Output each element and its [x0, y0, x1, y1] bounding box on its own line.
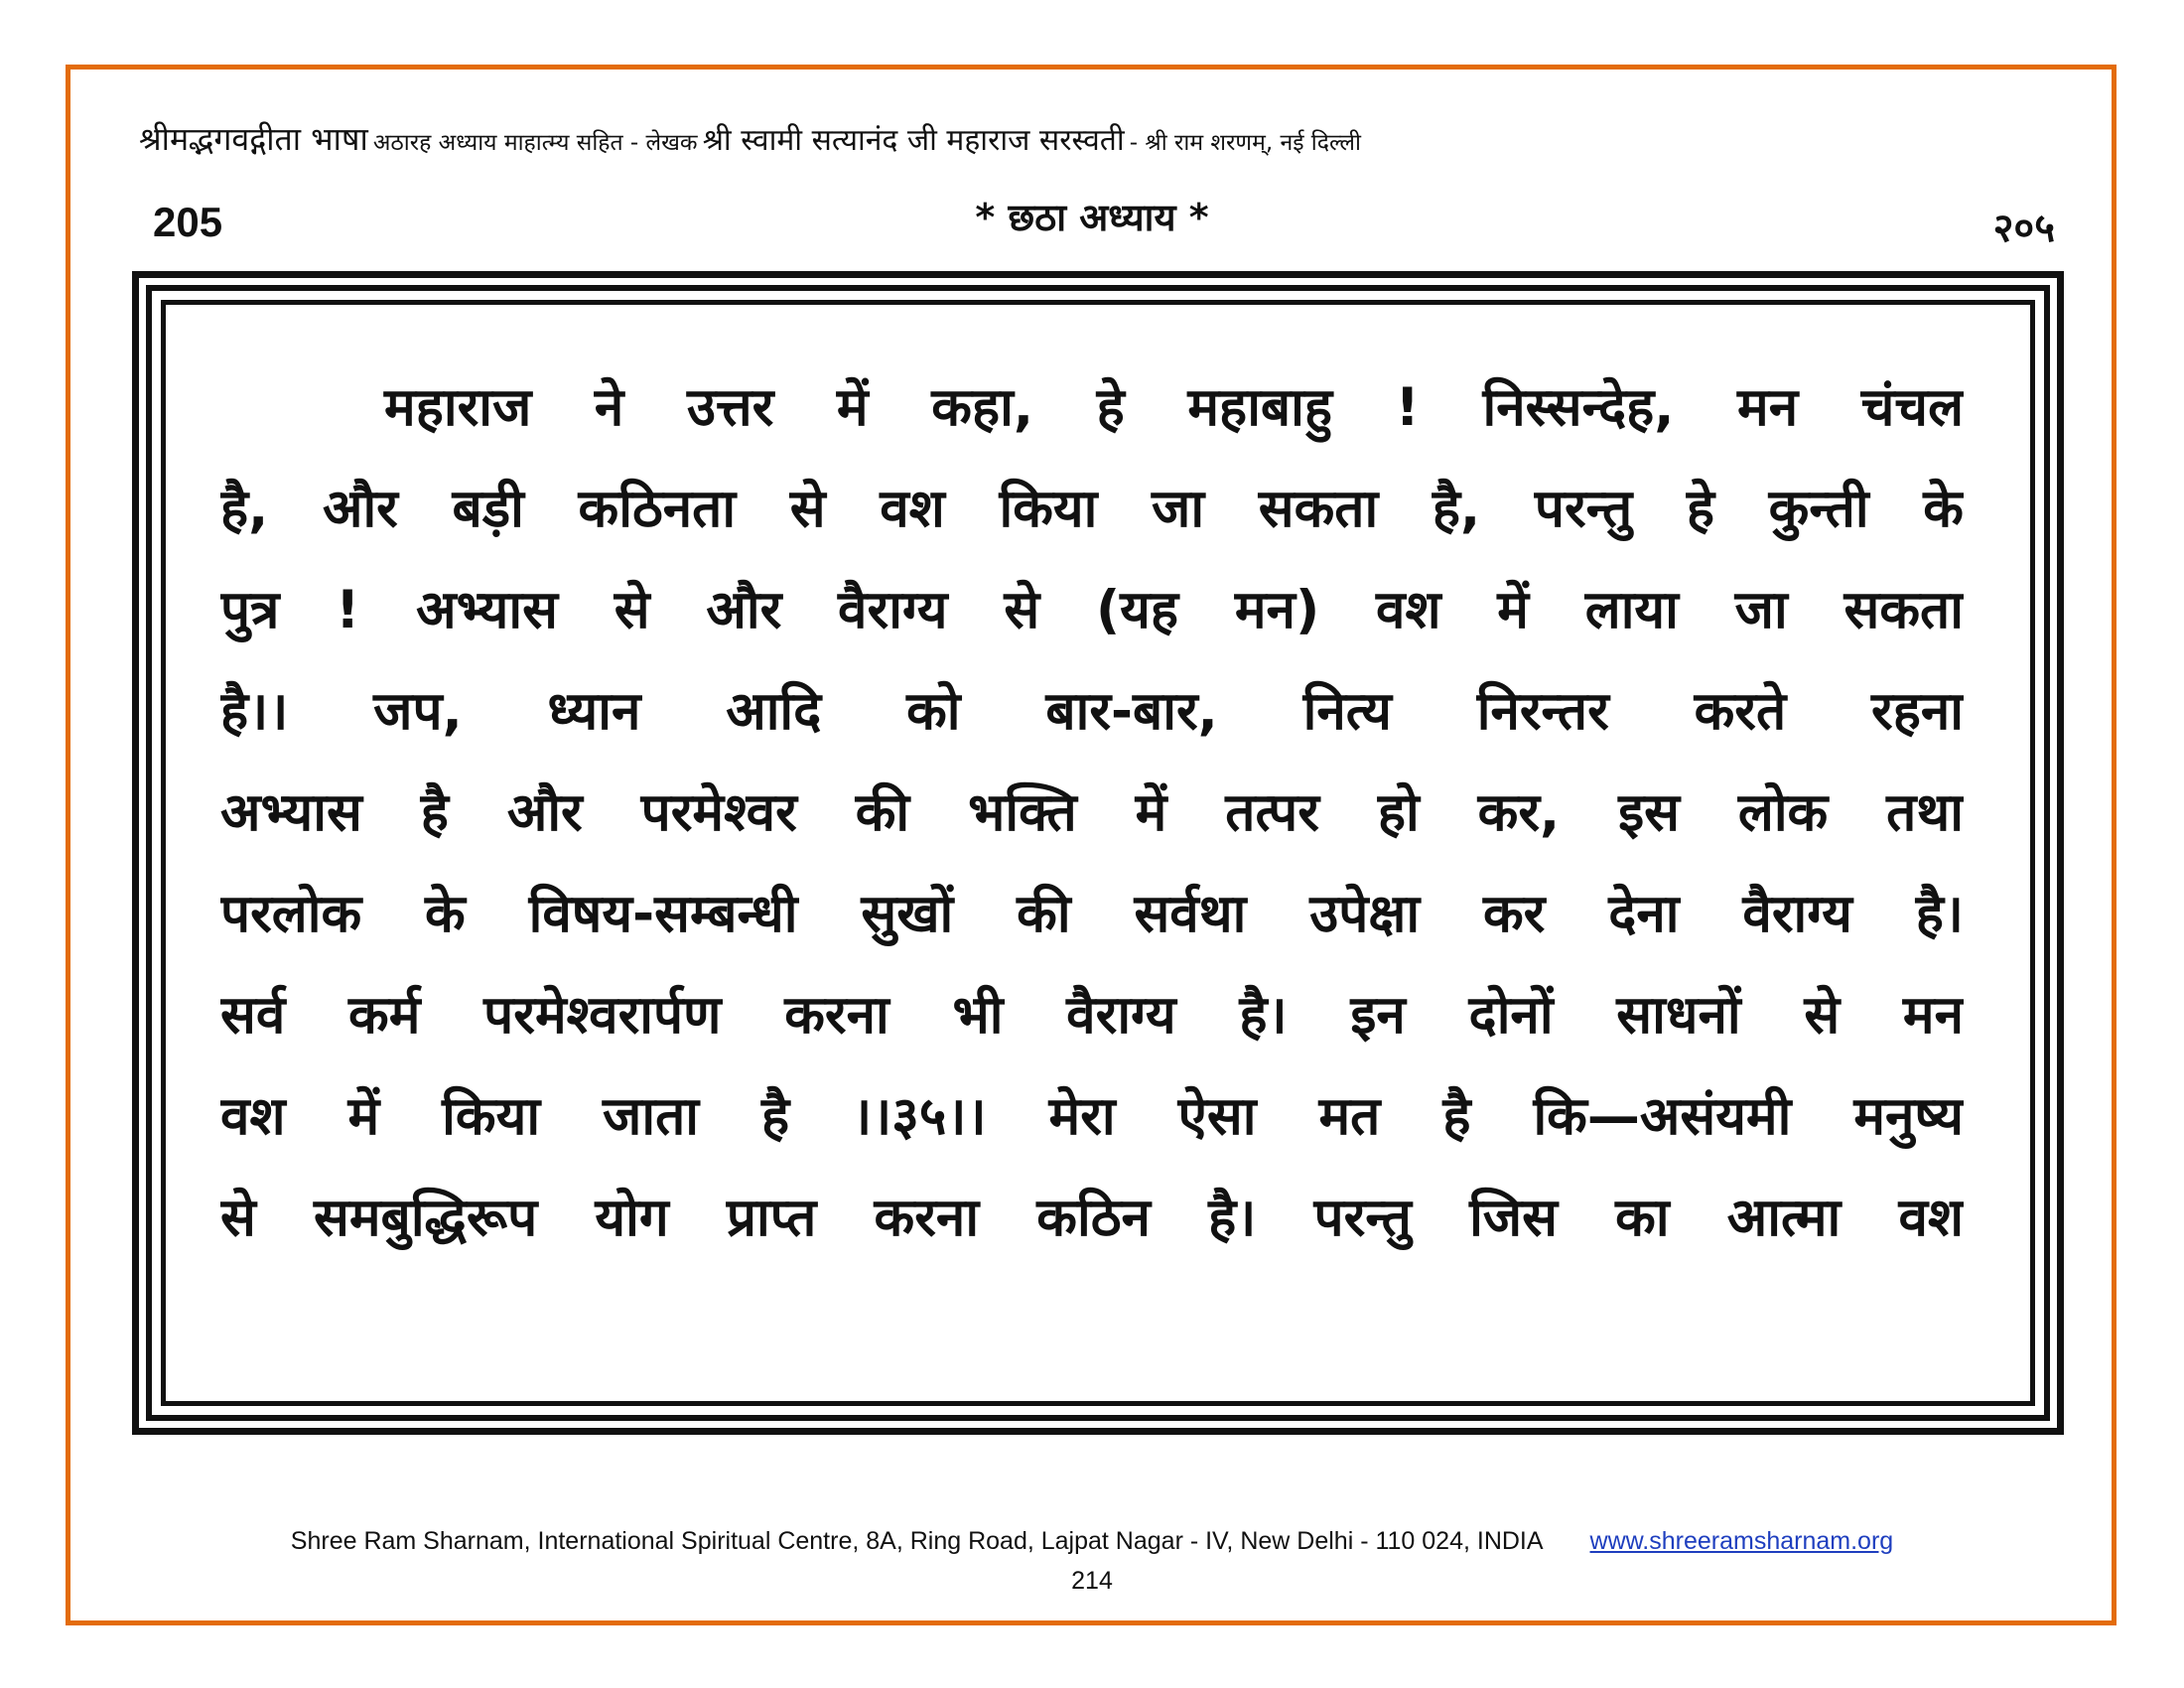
chapter-title: * छठा अध्याय * [975, 196, 1209, 239]
author-name: श्री स्वामी सत्यानंद जी महाराज सरस्वती [702, 123, 1125, 158]
text-line: अभ्यास है और परमेश्वर की भक्ति में तत्पर हो कर, इस लोक तथा [220, 782, 1964, 843]
page-number-arabic: 205 [153, 199, 223, 245]
text-line: परलोक के विषय-सम्बन्धी सुखों की सर्वथा उपेक्षा कर देना वैराग्य है। [220, 884, 1964, 944]
text-line: पुत्र ! अभ्यास से और वैराग्य से (यह मन) वश में लाया जा सकता [220, 580, 1964, 640]
text-line: से समबुद्धिरूप योग प्राप्त करना कठिन है। परन्तु जिस का आत्मा वश [220, 1188, 1964, 1248]
page-number-devanagari: २०५ [1992, 206, 2055, 251]
scripture-text-block [220, 357, 1964, 1269]
publisher-name: श्री राम शरणम्, नई दिल्ली [1145, 130, 1361, 156]
text-line: है, और बड़ी कठिनता से वश किया जा सकता है, परन्तु हे कुन्ती के [220, 479, 1964, 539]
book-title: श्रीमद्भगवद्गीता भाषा [139, 120, 368, 158]
text-line: सर्व कर्म परमेश्वरार्पण करना भी वैराग्य है। इन दोनों साधनों से मन [220, 985, 1964, 1046]
website-link[interactable]: www.shreeramsharnam.org [1589, 1527, 1894, 1555]
header-separator: - [1129, 130, 1146, 156]
text-line: है।। जप, ध्यान आदि को बार-बार, नित्य निरन्तर करते रहना [220, 681, 1964, 742]
running-header [139, 117, 2065, 160]
text-line: महाराज ने उत्तर में कहा, हे महाबाहु ! निस्सन्देह, मन चंचल [384, 377, 1964, 438]
pdf-page-number: 214 [1071, 1567, 1113, 1595]
book-subtitle: अठारह अध्याय माहात्म्य सहित - लेखक [372, 130, 698, 156]
text-line: वश में किया जाता है ।।३५।। मेरा ऐसा मत है कि—असंयमी मनुष्य [220, 1086, 1964, 1147]
footer [0, 1527, 2184, 1556]
footer-address: Shree Ram Sharnam, International Spiritual Centre, 8A, Ring Road, Lajpat Nagar - IV, New Delhi - 110 024, INDIA [290, 1527, 1544, 1555]
